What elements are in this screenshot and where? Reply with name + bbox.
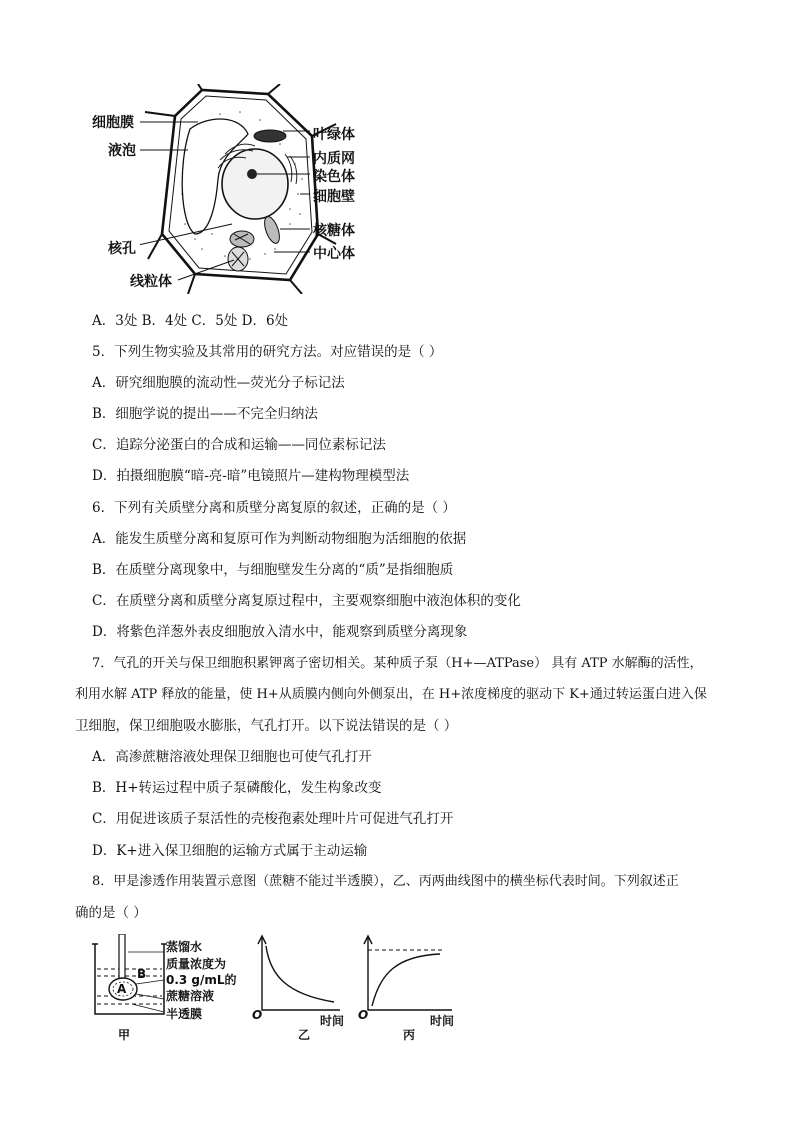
q6-option-d: D．将紫色洋葱外表皮细胞放入清水中，能观察到质壁分离现象 — [92, 624, 468, 640]
graph-yi-origin: O — [252, 1008, 263, 1022]
label-nuclear-pore: 核孔 — [108, 241, 136, 257]
q7-stem-line-2: 利用水解 ATP 释放的能量，使 H+从质膜内侧向外侧泵出，在 H+浓度梯度的驱动下 K+通过转运蛋白进入保 — [75, 687, 707, 702]
label-chromosome: 染色体 — [313, 169, 355, 185]
q5-option-b: B．细胞学说的提出——不完全归纳法 — [92, 406, 318, 422]
q4-options: A．3处 B．4处 C．5处 D．6处 — [92, 313, 289, 329]
label-cell-membrane: 细胞膜 — [92, 115, 134, 131]
osmosis-label-water: 蒸馏水 — [166, 940, 203, 954]
q7-option-c: C．用促进该质子泵活性的壳梭孢素处理叶片可促进气孔打开 — [92, 811, 454, 827]
q6-stem: 6．下列有关质壁分离和质壁分离复原的叙述，正确的是（ ） — [92, 500, 456, 516]
graph-bing — [356, 934, 456, 1020]
q5-stem: 5．下列生物实验及其常用的研究方法。对应错误的是（ ） — [92, 344, 443, 360]
osmosis-label-b: B — [137, 967, 147, 981]
label-chloroplast: 叶绿体 — [313, 127, 355, 143]
osmosis-label-a: A — [117, 982, 127, 996]
q6-option-b: B．在质壁分离现象中，与细胞壁发生分离的“质”是指细胞质 — [92, 562, 454, 578]
osmosis-caption: 甲 — [118, 1028, 131, 1042]
q7-option-a: A．高渗蔗糖溶液处理保卫细胞也可使气孔打开 — [92, 749, 372, 765]
graph-bing-origin: O — [358, 1008, 369, 1022]
q6-option-c: C．在质壁分离和质壁分离复原过程中，主要观察细胞中液泡体积的变化 — [92, 593, 521, 609]
q6-option-a: A．能发生质壁分离和复原可作为判断动物细胞为活细胞的依据 — [92, 531, 467, 547]
q8-stem-line-1: 8．甲是渗透作用装置示意图（蔗糖不能过半透膜），乙、丙两曲线图中的横坐标代表时间。下列叙述正 — [92, 874, 679, 889]
cell-diagram — [140, 84, 340, 294]
label-cell-wall: 细胞壁 — [313, 189, 355, 205]
osmosis-label-concentration: 质量浓度为 — [166, 957, 227, 971]
osmosis-label-membrane: 半透膜 — [166, 1007, 203, 1021]
osmosis-label-value: 0.3 g/mL的 — [166, 973, 237, 987]
label-vacuole: 液泡 — [108, 143, 136, 159]
q7-stem-line-3: 卫细胞，保卫细胞吸水膨胀，气孔打开。以下说法错误的是（ ） — [75, 718, 458, 734]
q5-option-a: A．研究细胞膜的流动性—荧光分子标记法 — [92, 375, 345, 391]
graph-bing-caption: 丙 — [403, 1028, 416, 1042]
label-ribosome: 核糖体 — [313, 223, 355, 239]
label-er: 内质网 — [313, 151, 355, 167]
label-centriole: 中心体 — [313, 246, 355, 262]
q7-stem-line-1: 7．气孔的开关与保卫细胞积累钾离子密切相关。某种质子泵（H+—ATPase） 具有 ATP 水解酶的活性， — [92, 656, 703, 671]
graph-yi — [250, 934, 345, 1020]
graph-yi-caption: 乙 — [298, 1028, 311, 1042]
q5-option-c: C．追踪分泌蛋白的合成和运输——同位素标记法 — [92, 437, 386, 453]
q7-option-d: D．K+进入保卫细胞的运输方式属于主动运输 — [92, 843, 368, 859]
q7-option-b: B．H+转运过程中质子泵磷酸化，发生构象改变 — [92, 780, 382, 796]
label-mitochondria: 线粒体 — [130, 274, 172, 290]
q5-option-d: D．拍摄细胞膜“暗-亮-暗”电镜照片—建构物理模型法 — [92, 468, 410, 484]
osmosis-label-sucrose: 蔗糖溶液 — [166, 989, 215, 1003]
graph-bing-xlabel: 时间 — [430, 1014, 455, 1028]
graph-yi-xlabel: 时间 — [320, 1014, 345, 1028]
q8-stem-line-2: 确的是（ ） — [75, 905, 147, 921]
osmosis-apparatus — [92, 934, 172, 1019]
